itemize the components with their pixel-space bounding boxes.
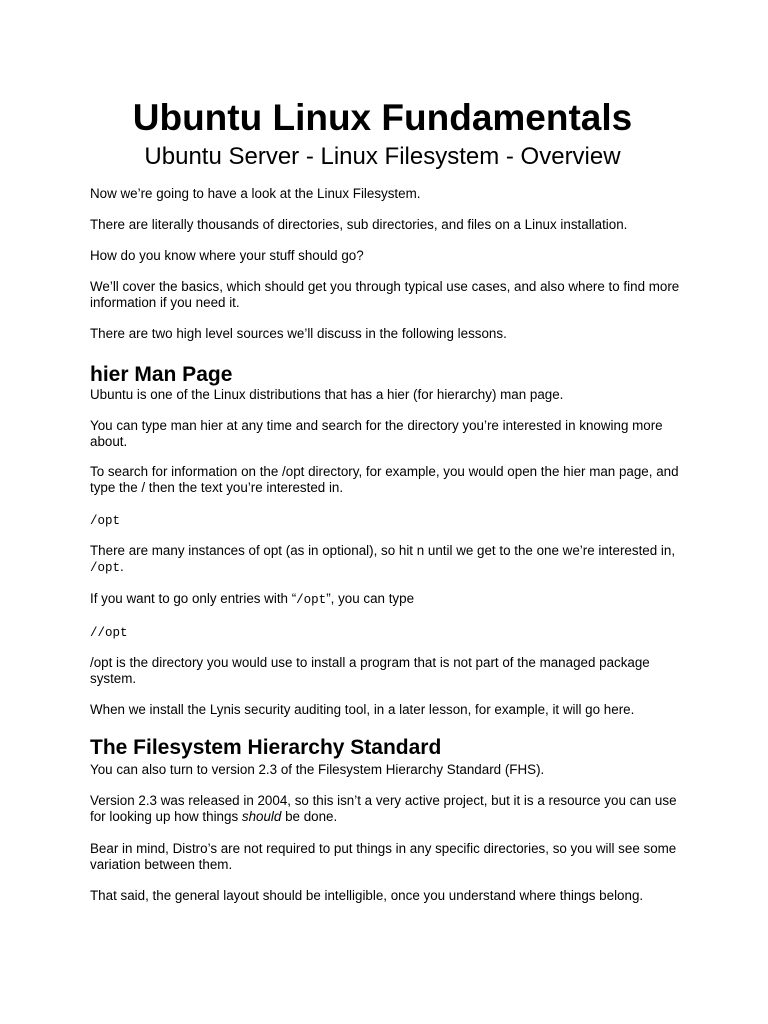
fhs-paragraph-2-end: be done. (285, 809, 338, 824)
hier-paragraph-5-end: ”, you can type (326, 591, 415, 606)
hier-heading: hier Man Page (90, 363, 233, 386)
intro-paragraph-5: There are two high level sources we’ll discuss in the following lessons. (90, 326, 507, 341)
hier-paragraph-2: You can type man hier at any time and search for the directory you’re interested in knowing more about. (90, 418, 663, 449)
document-title: Ubuntu Linux Fundamentals (132, 97, 633, 138)
hier-paragraph-4 (90, 543, 680, 576)
fhs-paragraph-1: You can also turn to version 2.3 of the Filesystem Hierarchy Standard (FHS). (90, 762, 545, 777)
fhs-paragraph-2-text: Version 2.3 was released in 2004, so this isn’t a very active project, but it is a resource you can use for looking up how things (90, 793, 677, 824)
code-block-opt: /opt (90, 514, 121, 528)
fhs-paragraph-2-emphasis: should (241, 809, 282, 824)
hier-paragraph-7: When we install the Lynis security auditing tool, in a later lesson, for example, it will go here. (90, 702, 635, 717)
code-block-double-opt: //opt (90, 626, 128, 640)
fhs-paragraph-3: Bear in mind, Distro’s are not required to put things in any specific directories, so you will see some variation between them. (90, 841, 677, 872)
inline-code-opt-2: /opt (296, 593, 327, 607)
intro-paragraph-1: Now we’re going to have a look at the Linux Filesystem. (90, 186, 421, 201)
fhs-paragraph-2 (90, 793, 680, 825)
hier-paragraph-4-text: There are many instances of opt (as in optional), so hit n until we get to the one we’re interested in, (90, 543, 676, 558)
document-subtitle: Ubuntu Server - Linux Filesystem - Overview (144, 143, 621, 170)
intro-paragraph-2: There are literally thousands of directories, sub directories, and files on a Linux installation. (90, 217, 628, 232)
hier-paragraph-5-text: If you want to go only entries with “ (90, 591, 297, 606)
hier-paragraph-3: To search for information on the /opt directory, for example, you would open the hier man page, and type the / then the text you’re interested in. (90, 464, 679, 495)
fhs-heading: The Filesystem Hierarchy Standard (90, 736, 442, 759)
hier-paragraph-5 (90, 591, 680, 608)
intro-paragraph-3: How do you know where your stuff should go? (90, 248, 364, 263)
fhs-paragraph-4: That said, the general layout should be intelligible, once you understand where things belong. (90, 888, 644, 903)
intro-paragraph-4: We’ll cover the basics, which should get you through typical use cases, and also where to find more information if you need it. (90, 279, 680, 310)
hier-paragraph-6: /opt is the directory you would use to install a program that is not part of the managed package system. (90, 655, 650, 686)
inline-code-opt: /opt (90, 561, 121, 575)
hier-paragraph-4-end: . (120, 559, 124, 574)
hier-paragraph-1: Ubuntu is one of the Linux distributions that has a hier (for hierarchy) man page. (90, 387, 564, 402)
